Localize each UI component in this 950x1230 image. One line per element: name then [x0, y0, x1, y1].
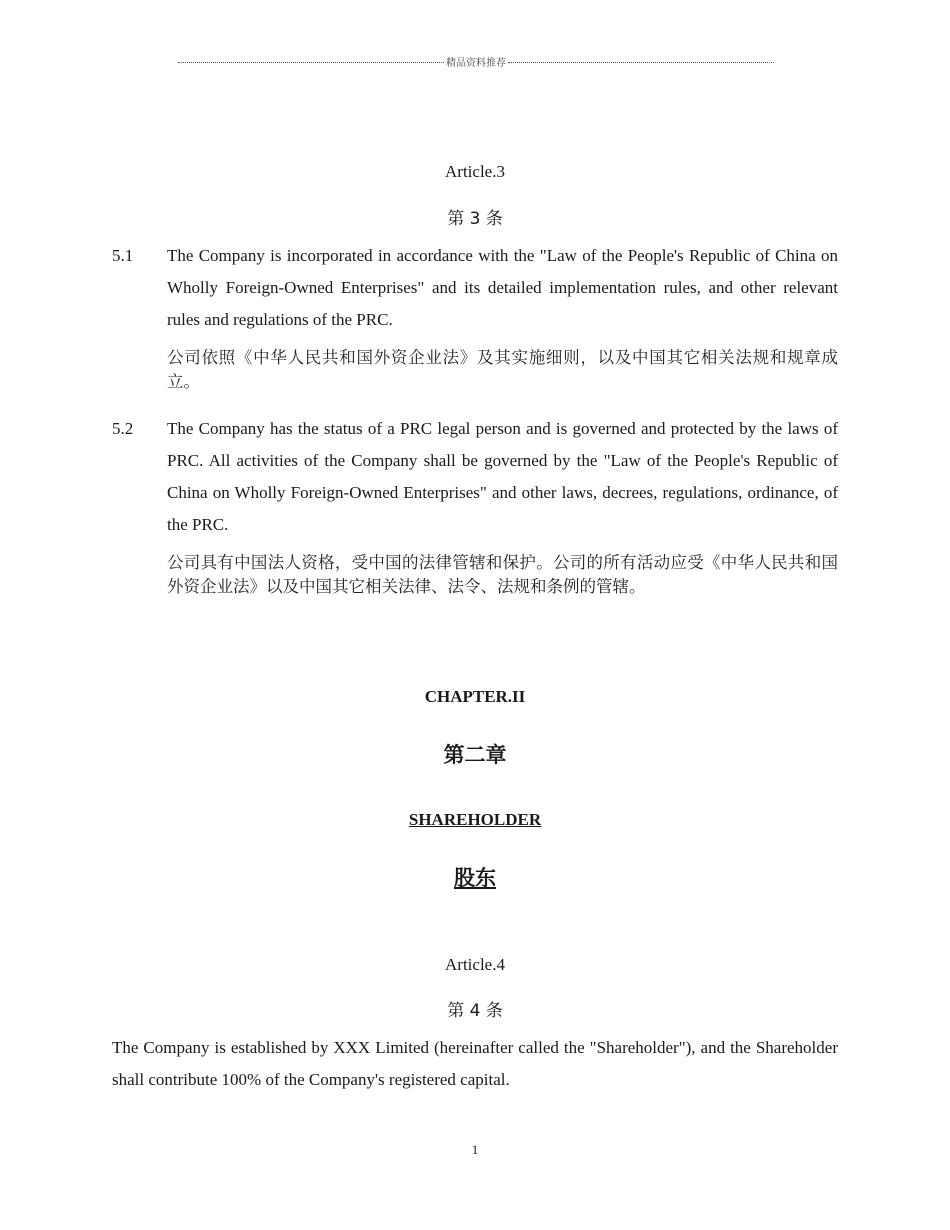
- shareholder-heading-cn-wrap: [0, 862, 950, 892]
- clause-text-en: The Company has the status of a PRC legal person and is governed and protected by the laws of PRC. All activities of the Company shall be governed by the "Law of the People's Republic of China on Wholly Foreign-Owned Enterprises" and other laws, decrees, regulations, ordinance, of the PRC.: [167, 419, 838, 534]
- clause-text-cn: 公司具有中国法人资格，受中国的法律管辖和保护。公司的所有活动应受《中华人民共和国外资企业法》以及中国其它相关法律、法令、法规和条例的管辖。: [167, 553, 838, 596]
- header-dotted-rule-right: [508, 62, 774, 63]
- article-4-title-cn: 第 4 条: [447, 1001, 503, 1021]
- article-4-body: The Company is established by XXX Limited (hereinafter called the "Shareholder"), and the Shareholder shall contribute 100% of the Company's registered capital.: [112, 1038, 838, 1089]
- header-dotted-rule-left: [178, 62, 444, 63]
- page-header: [178, 54, 774, 69]
- clause-text-en: The Company is incorporated in accordance with the "Law of the People's Republic of China on Wholly Foreign-Owned Enterprises" and its detailed implementation rules, and other relevant rules and regulations of the PRC.: [167, 246, 838, 329]
- clause-5-2: [112, 413, 838, 599]
- shareholder-heading-wrap: [0, 810, 950, 830]
- clause-number: 5.1: [112, 246, 134, 265]
- page-number: 1: [471, 1142, 479, 1157]
- clause-5-1: [112, 240, 838, 394]
- article-3-title-cn: 第 3 条: [447, 209, 503, 229]
- clause-text-cn: 公司依照《中华人民共和国外资企业法》及其实施细则，以及中国其它相关法规和规章成立。: [167, 348, 838, 391]
- shareholder-heading: SHAREHOLDER: [408, 810, 542, 829]
- article-3-title: Article.3: [445, 162, 505, 181]
- article-4-title: Article.4: [445, 955, 505, 974]
- chapter-title-cn: 第二章: [443, 743, 507, 767]
- clause-number: 5.2: [112, 419, 134, 438]
- header-text: 精品资料推荐: [446, 58, 506, 69]
- shareholder-heading-cn: 股东: [454, 866, 496, 890]
- chapter-title: CHAPTER.II: [424, 687, 526, 706]
